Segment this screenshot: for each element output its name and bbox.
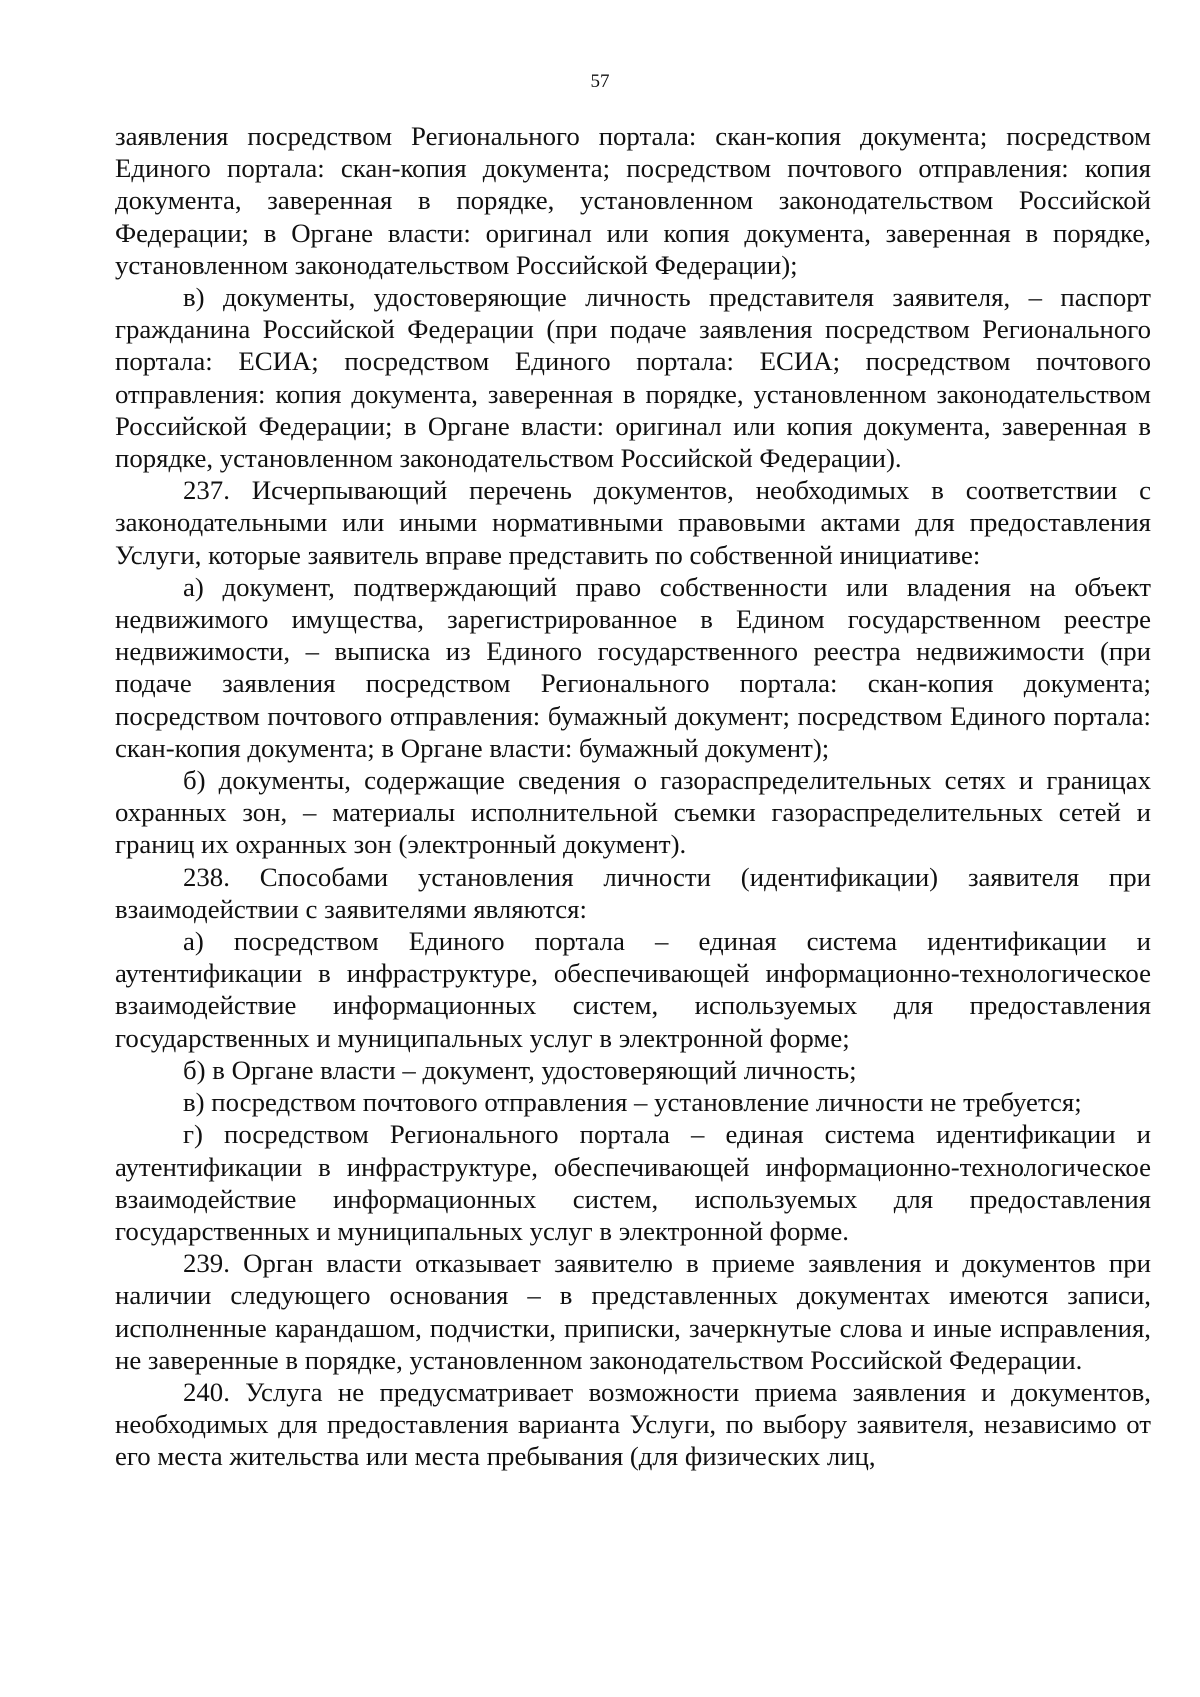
paragraph-239: 239. Орган власти отказывает заявителю в приеме заявления и документов при наличии следующего основания – в представленных документах имеются записи, исполненные карандашом, подчистки, приписки, зачеркнутые слова и иные исправления, не заверенные в порядке, установленном законодательством Российской Федерации. — [115, 1248, 1151, 1375]
paragraph-237-item-b: б) документы, содержащие сведения о газораспределительных сетях и границах охранных зон, – материалы исполнительной съемки газораспределительных сетей и границ их охранных зон (электронный документ). — [115, 765, 1151, 860]
paragraph-item-v-representative-documents: в) документы, удостоверяющие личность представителя заявителя, – паспорт гражданина Российской Федерации (при подаче заявления посредством Регионального портала: ЕСИА; посредством Единого портала: ЕСИА; посредством почтового отправления: копия документа, заверенная в порядке, установленном законодательством Российской Федерации; в Органе власти: оригинал или копия документа, заверенная в порядке, установленном законодательством Российской Федерации). — [115, 282, 1151, 474]
paragraph-238-item-g: г) посредством Регионального портала – единая система идентификации и аутентификации в инфраструктуре, обеспечивающей информационно-технологическое взаимодействие информационных систем, используемых для предоставления государственных и муниципальных услуг в электронной форме. — [115, 1119, 1151, 1246]
paragraph-240: 240. Услуга не предусматривает возможности приема заявления и документов, необходимых для предоставления варианта Услуги, по выбору заявителя, независимо от его места жительства или места пребывания (для физических лиц, — [115, 1376, 1151, 1472]
page-number: 57 — [590, 71, 610, 92]
paragraph-238-item-b: б) в Органе власти – документ, удостоверяющий личность; — [183, 1054, 857, 1085]
paragraph-237: 237. Исчерпывающий перечень документов, необходимых в соответствии с законодательными или иными нормативными правовыми актами для предоставления Услуги, которые заявитель вправе представить по собственной инициативе: — [115, 475, 1151, 570]
document-body — [115, 120, 1151, 1473]
paragraph-238-item-a: а) посредством Единого портала – единая система идентификации и аутентификации в инфраструктуре, обеспечивающей информационно-технологическое взаимодействие информационных систем, используемых для предоставления государственных и муниципальных услуг в электронной форме; — [115, 926, 1151, 1053]
paragraph-238: 238. Способами установления личности (идентификации) заявителя при взаимодействии с заявителями являются: — [115, 861, 1151, 924]
paragraph-continuation: заявления посредством Регионального портала: скан-копия документа; посредством Единого портала: скан-копия документа; посредством почтового отправления: копия документа, заверенная в порядке, установленном законодательством Российской Федерации; в Органе власти: оригинал или копия документа, заверенная в порядке, установленном законодательством Российской Федерации); — [115, 121, 1151, 280]
paragraph-238-item-v: в) посредством почтового отправления – установление личности не требуется; — [183, 1087, 1082, 1118]
paragraph-237-item-a: а) документ, подтверждающий право собственности или владения на объект недвижимого имущества, зарегистрированное в Едином государственном реестре недвижимости, – выписка из Единого государственного реестра недвижимости (при подаче заявления посредством Регионального портала: скан-копия документа; посредством почтового отправления: бумажный документ; посредством Единого портала: скан-копия документа; в Органе власти: бумажный документ); — [115, 571, 1151, 763]
